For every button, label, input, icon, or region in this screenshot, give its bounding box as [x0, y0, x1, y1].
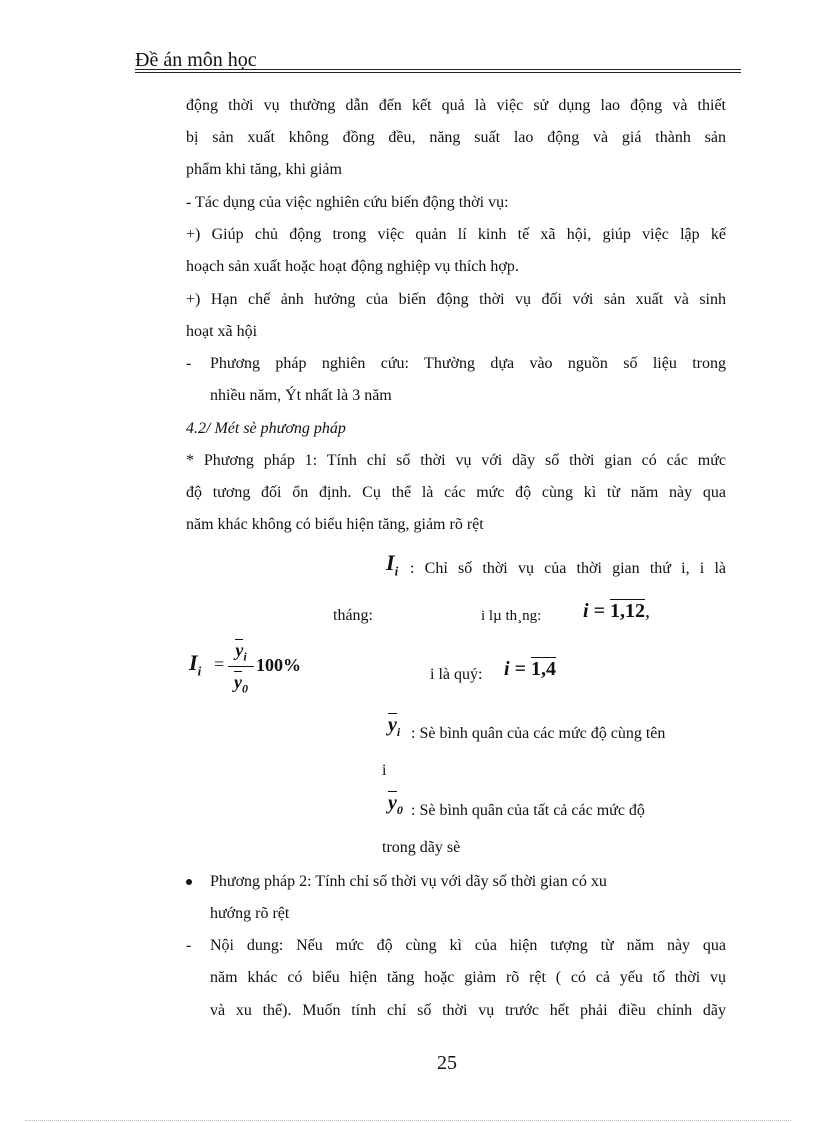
section-heading: 4.2/ Mét sè phương pháp [186, 420, 346, 437]
fraction-bar [228, 666, 254, 667]
formula-equals: = [214, 654, 225, 674]
text-line: +) Giúp chủ động trong việc quản lí kinh tế xã hội, giúp việc lập kế [186, 226, 726, 243]
formula-main-lhs: $I_i$ [189, 650, 202, 679]
text-line: tháng: [333, 607, 373, 624]
formula-symbol-Ii: $I_i$ [386, 550, 399, 579]
text-line: nhiều năm, Ýt nhất là 3 năm [210, 387, 392, 404]
formula-quarter-range: i = 1,4 [504, 658, 556, 680]
text-line: i lµ th¸ng: [481, 608, 542, 624]
text-line: và xu thế). Muốn tính chỉ số thời vụ trước hết phải điều chỉnh dãy [210, 1002, 726, 1019]
formula-desc: trong dãy sè [382, 839, 461, 856]
header-rule-thick [135, 72, 741, 73]
page-border [25, 1120, 791, 1121]
text-line: Phương pháp nghiên cứu: Thường dựa vào nguồn số liệu trong [210, 355, 726, 372]
formula-desc: i [382, 762, 387, 779]
text-line: hướng rõ rệt [210, 905, 290, 922]
text-line: hoạch sản xuất hoặc hoạt động nghiệp vụ thích hợp. [186, 258, 519, 275]
header-rule [135, 69, 741, 70]
text-line: phẩm khi tăng, khi giảm [186, 161, 342, 178]
text-line: +) Hạn chế ảnh hưởng của biến động thời vụ đối với sản xuất và sinh [186, 291, 726, 308]
list-dash: - [186, 355, 192, 372]
formula-symbol-y0: $y_0$ [388, 792, 403, 817]
text-line: - Tác dụng của việc nghiên cứu biến động thời vụ: [186, 194, 509, 211]
formula-denominator: $y_0$ [234, 672, 248, 696]
formula-desc: : Sè bình quân của các mức độ cùng tên [411, 725, 666, 742]
formula-desc: : Chỉ số thời vụ của thời gian thứ i, i là [410, 560, 726, 577]
formula-percent: 100% [256, 655, 301, 675]
bullet-icon [186, 879, 192, 885]
text-line: động thời vụ thường dẫn đến kết quả là việc sử dụng lao động và thiết [186, 97, 726, 114]
text-line: độ tương đối ổn định. Cụ thể là các mức độ cùng kì từ năm này qua [186, 484, 726, 501]
formula-month-range: i = 1,12, [583, 600, 650, 622]
text-line: năm khác có biểu hiện tăng hoặc giảm rõ rệt ( có cả yếu tố thời vụ [210, 969, 726, 986]
text-line: * Phương pháp 1: Tính chỉ số thời vụ với dãy số thời gian có các mức [186, 452, 726, 469]
text-line: hoạt xã hội [186, 323, 258, 340]
header-title: Đề án môn học [135, 49, 257, 71]
text-line: Nội dung: Nếu mức độ cùng kì của hiện tượng từ năm này qua [210, 937, 726, 954]
text-line: Phương pháp 2: Tính chỉ số thời vụ với dãy số thời gian có xu [210, 873, 607, 890]
formula-numerator: $y_i$ [235, 640, 247, 664]
formula-symbol-yi: $y_i$ [388, 714, 401, 739]
list-dash: - [186, 937, 192, 954]
text-line: năm khác không có biểu hiện tăng, giảm rõ rệt [186, 516, 484, 533]
text-line: bị sản xuất không đồng đều, năng suất lao động và giá thành sản [186, 129, 726, 146]
text-line: i là quý: [430, 666, 483, 683]
page-number: 25 [437, 1052, 457, 1074]
formula-desc: : Sè bình quân của tất cả các mức độ [411, 802, 645, 819]
